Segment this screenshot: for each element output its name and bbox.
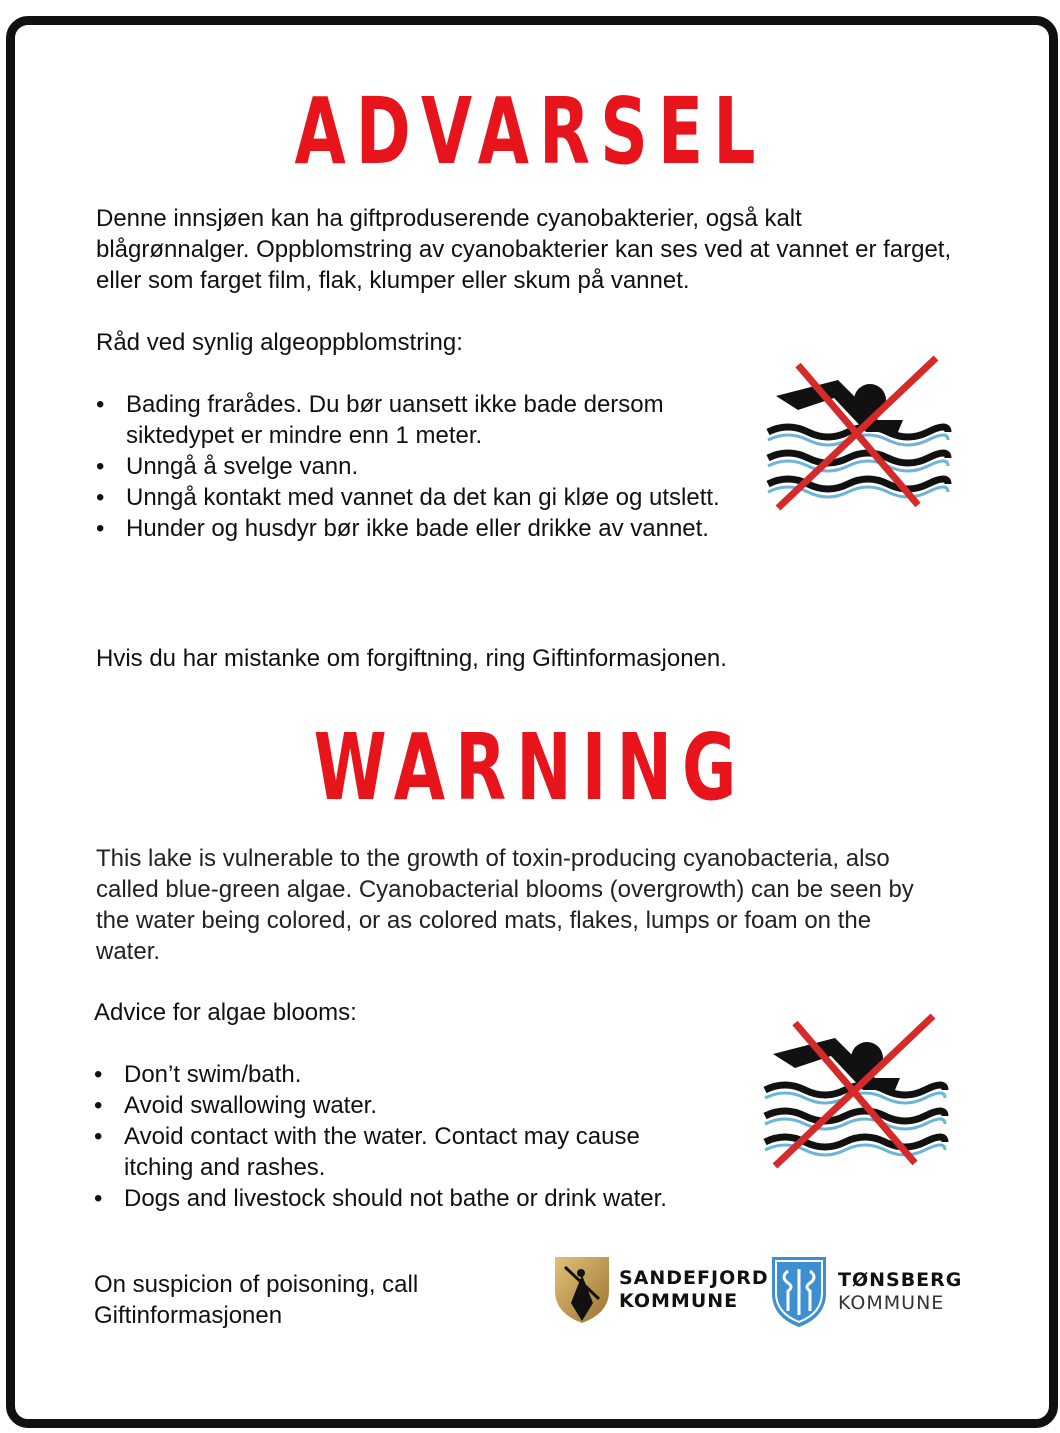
list-item: • Avoid swallowing water. xyxy=(94,1090,714,1121)
tonsberg-shield-icon xyxy=(770,1255,828,1329)
sandefjord-name xyxy=(619,1267,769,1313)
list-item: • Unngå å svelge vann. xyxy=(96,451,736,482)
norwegian-closing: Hvis du har mistanke om forgiftning, ring Giftinformasjonen. xyxy=(96,645,727,672)
sandefjord-logo xyxy=(553,1255,769,1325)
english-advice-title: Advice for algae blooms: xyxy=(94,999,357,1026)
english-intro: This lake is vulnerable to the growth of toxin-producing cyanobacteria, also called blue-green algae. Cyanobacterial blooms (overgrowth) can be seen by the water being colored, or as colored mats, flakes, lumps or foam on the water. xyxy=(96,845,914,965)
english-closing: On suspicion of poisoning, call Giftinformasjonen xyxy=(94,1271,419,1329)
norwegian-advice-list xyxy=(96,389,736,544)
norwegian-intro: Denne innsjøen kan ha giftproduserende cyanobakterier, også kalt blågrønnalger. Oppblomstring av cyanobakterier kan ses ved at vannet er farget, eller som farget film, flak, klumper eller skum på vannet. xyxy=(96,205,952,294)
list-item: • Unngå kontakt med vannet da det kan gi kløe og utslett. xyxy=(96,482,736,513)
list-item: • Dogs and livestock should not bathe or drink water. xyxy=(94,1183,714,1214)
list-item: • Avoid contact with the water. Contact may cause itching and rashes. xyxy=(94,1121,714,1183)
heading-warning: WARNING xyxy=(313,714,747,821)
sandefjord-shield-icon xyxy=(553,1255,611,1325)
list-item: • Hunder og husdyr bør ikke bade eller drikke av vannet. xyxy=(96,513,736,544)
no-swimming-icon xyxy=(755,1008,950,1173)
tonsberg-name xyxy=(838,1269,962,1315)
tonsberg-logo xyxy=(770,1255,962,1329)
list-item: • Don’t swim/bath. xyxy=(94,1059,714,1090)
list-item: • Bading frarådes. Du bør uansett ikke bade dersom siktedypet er mindre enn 1 meter. xyxy=(96,389,736,451)
sandefjord-line1: SANDEFJORD xyxy=(619,1267,769,1289)
tonsberg-line1: TØNSBERG xyxy=(838,1269,963,1291)
heading-advarsel: ADVARSEL xyxy=(294,78,766,185)
english-advice-list xyxy=(94,1059,714,1214)
no-swimming-icon xyxy=(758,350,953,515)
norwegian-advice-title: Råd ved synlig algeoppblomstring: xyxy=(96,329,463,356)
tonsberg-line2: KOMMUNE xyxy=(838,1292,945,1314)
sandefjord-line2: KOMMUNE xyxy=(619,1290,739,1312)
